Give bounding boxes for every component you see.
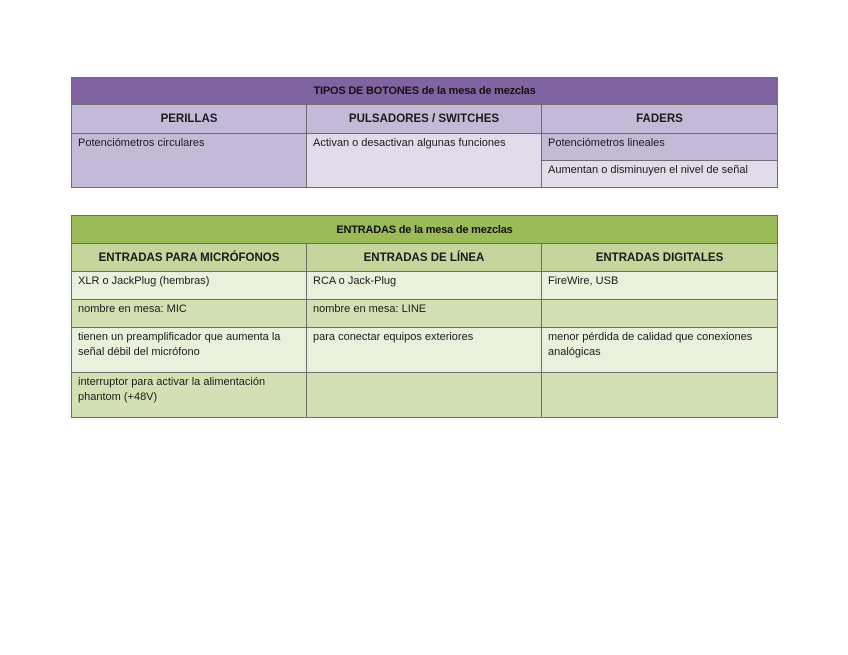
table-cell [542,328,778,373]
table-row [72,300,778,328]
table-row [72,272,778,300]
cell-text: FireWire, USB [548,275,619,287]
table-cell [72,328,307,373]
entradas-table-title: ENTRADAS de la mesa de mezclas [72,216,778,244]
table-cell [542,134,778,161]
table-cell [307,134,542,188]
botones-table [71,77,778,188]
table-cell [307,373,542,418]
cell-text [542,373,777,377]
botones-table-title: TIPOS DE BOTONES de la mesa de mezclas [72,78,778,105]
pulsadores-desc: Activan o desactivan algunas funciones [313,137,506,149]
table-cell [72,373,307,418]
cell-text: tienen un preamplificador que aumenta la señal débil del micrófono [78,331,281,358]
table-cell [72,300,307,328]
table-cell [307,300,542,328]
table-cell [542,161,778,188]
cell-text: interruptor para activar la alimentación phantom (+48V) [78,376,266,403]
table-cell [542,272,778,300]
cell-text: nombre en mesa: LINE [313,303,427,315]
cell-text: XLR o JackPlug (hembras) [78,275,210,287]
header-linea: ENTRADAS DE LÍNEA [307,244,542,272]
cell-text: menor pérdida de calidad que conexiones analógicas [548,331,753,358]
header-digitales: ENTRADAS DIGITALES [542,244,778,272]
table-row [72,373,778,418]
table-cell [542,373,778,418]
cell-text: nombre en mesa: MIC [78,303,187,315]
cell-text [542,300,777,304]
table-cell [72,134,307,188]
cell-text [307,373,541,377]
table-cell [307,328,542,373]
perillas-desc: Potenciómetros circulares [78,137,205,149]
table-cell [307,272,542,300]
table-cell [542,300,778,328]
header-microfonos: ENTRADAS PARA MICRÓFONOS [72,244,307,272]
table-cell [72,272,307,300]
cell-text: para conectar equipos exteriores [313,331,474,343]
table-row [72,328,778,373]
faders-desc-1: Potenciómetros lineales [548,137,665,149]
header-faders: FADERS [542,105,778,134]
faders-desc-2: Aumentan o disminuyen el nivel de señal [548,164,748,176]
header-perillas: PERILLAS [72,105,307,134]
cell-text: RCA o Jack-Plug [313,275,397,287]
entradas-table [71,215,778,418]
header-pulsadores: PULSADORES / SWITCHES [307,105,542,134]
